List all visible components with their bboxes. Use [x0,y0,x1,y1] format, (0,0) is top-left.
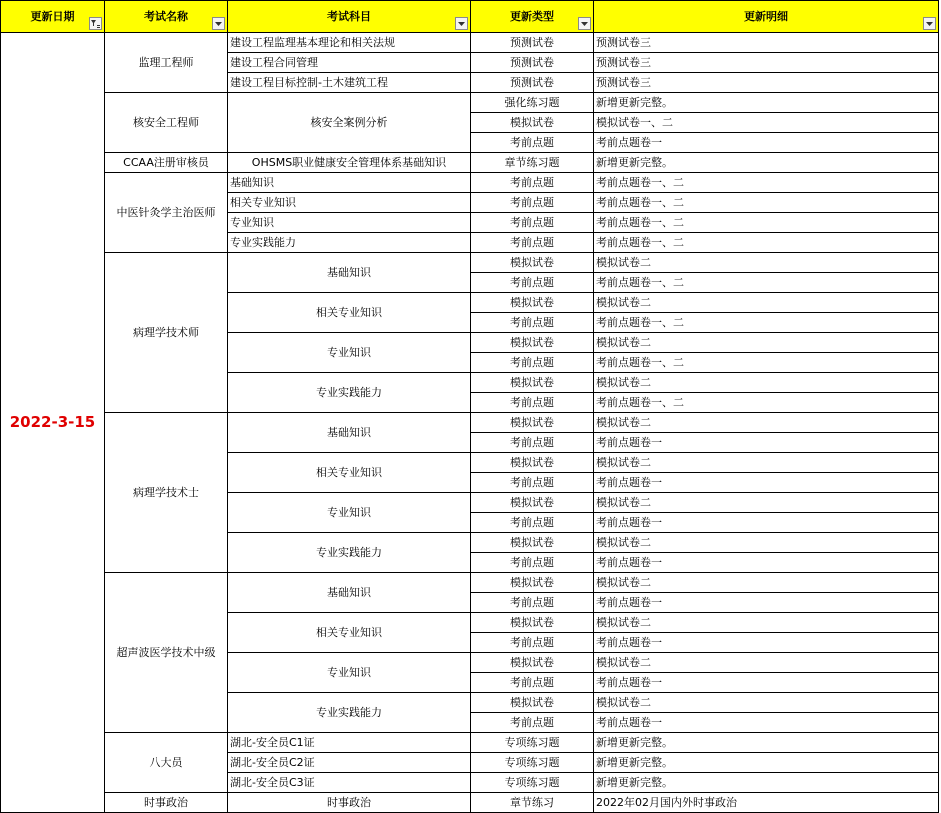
update-type-cell[interactable]: 模拟试卷 [471,533,594,553]
update-detail-cell[interactable]: 预测试卷三 [594,73,939,93]
update-type-cell[interactable]: 预测试卷 [471,73,594,93]
update-type-cell[interactable]: 章节练习题 [471,153,594,173]
update-type-cell[interactable]: 考前点题 [471,473,594,493]
update-detail-cell[interactable]: 预测试卷三 [594,53,939,73]
update-detail-cell[interactable]: 考前点题卷一 [594,673,939,693]
exam-name-cell[interactable]: 病理学技术师 [105,253,228,413]
update-detail-cell[interactable]: 模拟试卷二 [594,653,939,673]
update-type-cell[interactable]: 模拟试卷 [471,113,594,133]
update-detail-cell[interactable]: 考前点题卷一、二 [594,173,939,193]
dropdown-arrow-icon[interactable] [455,17,468,30]
update-type-cell[interactable]: 考前点题 [471,513,594,533]
update-detail-cell[interactable]: 考前点题卷一、二 [594,213,939,233]
header-label: 更新类型 [510,10,554,23]
update-type-cell[interactable]: 模拟试卷 [471,693,594,713]
exam-name-cell[interactable]: 时事政治 [105,793,228,813]
update-type-cell[interactable]: 预测试卷 [471,33,594,53]
update-detail-cell[interactable]: 考前点题卷一、二 [594,353,939,373]
exam-name-cell[interactable]: 超声波医学技术中级 [105,573,228,733]
update-detail-cell[interactable]: 模拟试卷二 [594,573,939,593]
update-detail-cell[interactable]: 考前点题卷一 [594,513,939,533]
exam-subject-cell[interactable]: 时事政治 [228,793,471,813]
update-detail-cell[interactable]: 考前点题卷一 [594,593,939,613]
update-detail-cell[interactable]: 模拟试卷二 [594,373,939,393]
update-detail-cell[interactable]: 考前点题卷一 [594,433,939,453]
update-detail-cell[interactable]: 考前点题卷一 [594,553,939,573]
exam-subject-cell[interactable]: 湖北-安全员C2证 [228,753,471,773]
exam-subject-cell[interactable]: 湖北-安全员C1证 [228,733,471,753]
update-type-cell[interactable]: 考前点题 [471,273,594,293]
update-type-cell[interactable]: 考前点题 [471,213,594,233]
header-exam-name [105,1,228,33]
table-row [1,573,939,593]
exam-name-cell[interactable]: 核安全工程师 [105,93,228,153]
exam-subject-cell[interactable]: 基础知识 [228,413,471,453]
exam-subject-cell[interactable]: 相关专业知识 [228,613,471,653]
update-type-cell[interactable]: 模拟试卷 [471,453,594,473]
update-detail-cell[interactable]: 模拟试卷二 [594,613,939,633]
exam-subject-cell[interactable]: 基础知识 [228,253,471,293]
header-update-type [471,1,594,33]
update-detail-cell[interactable]: 考前点题卷一、二 [594,393,939,413]
update-type-cell[interactable]: 考前点题 [471,353,594,373]
update-type-cell[interactable]: 模拟试卷 [471,373,594,393]
table-row [1,253,939,273]
update-detail-cell[interactable]: 模拟试卷二 [594,413,939,433]
header-label: 更新明细 [744,10,788,23]
update-detail-cell[interactable]: 新增更新完整。 [594,93,939,113]
dropdown-arrow-icon[interactable] [212,17,225,30]
update-type-cell[interactable]: 预测试卷 [471,53,594,73]
update-type-cell[interactable]: 模拟试卷 [471,293,594,313]
table-row [1,733,939,753]
update-type-cell[interactable]: 考前点题 [471,553,594,573]
header-label: 考试科目 [327,10,371,23]
update-detail-cell[interactable]: 模拟试卷二 [594,493,939,513]
update-detail-cell[interactable]: 模拟试卷二 [594,533,939,553]
dropdown-arrow-icon[interactable] [578,17,591,30]
exam-subject-cell[interactable]: OHSMS职业健康安全管理体系基础知识 [228,153,471,173]
exam-subject-cell[interactable]: 核安全案例分析 [228,93,471,153]
exam-name-cell[interactable]: 中医针灸学主治医师 [105,173,228,253]
update-detail-cell[interactable]: 模拟试卷二 [594,693,939,713]
update-type-cell[interactable]: 专项练习题 [471,733,594,753]
table-row [1,93,939,113]
exam-subject-cell[interactable]: 湖北-安全员C3证 [228,773,471,793]
exam-subject-cell[interactable]: 专业实践能力 [228,693,471,733]
update-type-cell[interactable]: 章节练习 [471,793,594,813]
exam-subject-cell[interactable]: 相关专业知识 [228,293,471,333]
dropdown-arrow-icon[interactable] [923,17,936,30]
update-detail-cell[interactable]: 模拟试卷二 [594,293,939,313]
exam-subject-cell[interactable]: 专业实践能力 [228,533,471,573]
update-detail-cell[interactable]: 考前点题卷一、二 [594,313,939,333]
update-detail-cell[interactable]: 考前点题卷一 [594,133,939,153]
update-detail-cell[interactable]: 模拟试卷二 [594,253,939,273]
update-type-cell[interactable]: 模拟试卷 [471,573,594,593]
update-detail-cell[interactable]: 考前点题卷一 [594,633,939,653]
exam-subject-cell[interactable]: 专业实践能力 [228,373,471,413]
update-detail-cell[interactable]: 考前点题卷一 [594,713,939,733]
update-type-cell[interactable]: 专项练习题 [471,773,594,793]
header-exam-subject [228,1,471,33]
exam-subject-cell[interactable]: 建设工程目标控制-土木建筑工程 [228,73,471,93]
update-type-cell[interactable]: 模拟试卷 [471,613,594,633]
update-detail-cell[interactable]: 模拟试卷二 [594,333,939,353]
header-label: 考试名称 [144,10,188,23]
update-detail-cell[interactable]: 新增更新完整。 [594,753,939,773]
exam-subject-cell[interactable]: 专业知识 [228,653,471,693]
exam-name-cell[interactable]: 八大员 [105,733,228,793]
exam-subject-cell[interactable]: 专业知识 [228,333,471,373]
exam-subject-cell[interactable]: 相关专业知识 [228,193,471,213]
update-type-cell[interactable]: 考前点题 [471,313,594,333]
update-detail-cell[interactable]: 模拟试卷一、二 [594,113,939,133]
exam-name-cell[interactable]: 监理工程师 [105,33,228,93]
update-detail-cell[interactable]: 考前点题卷一、二 [594,233,939,253]
update-detail-cell[interactable]: 考前点题卷一 [594,473,939,493]
exam-subject-cell[interactable]: 建设工程监理基本理论和相关法规 [228,33,471,53]
update-detail-cell[interactable]: 2022年02月国内外时事政治 [594,793,939,813]
update-type-cell[interactable]: 模拟试卷 [471,253,594,273]
update-detail-cell[interactable]: 新增更新完整。 [594,733,939,753]
exam-subject-cell[interactable]: 基础知识 [228,173,471,193]
update-type-cell[interactable]: 模拟试卷 [471,653,594,673]
update-type-cell[interactable]: 模拟试卷 [471,493,594,513]
header-row [1,1,939,33]
update-type-cell[interactable]: 模拟试卷 [471,413,594,433]
update-date-cell[interactable]: 2022-3-15 [1,33,105,813]
update-detail-cell[interactable]: 考前点题卷一、二 [594,193,939,213]
update-detail-cell[interactable]: 新增更新完整。 [594,153,939,173]
header-label: 更新日期 [30,10,75,23]
update-type-cell[interactable]: 考前点题 [471,433,594,453]
update-type-cell[interactable]: 考前点题 [471,233,594,253]
table-row [1,153,939,173]
exam-subject-cell[interactable]: 基础知识 [228,573,471,613]
table-body [1,33,939,813]
update-type-cell[interactable]: 专项练习题 [471,753,594,773]
update-type-cell[interactable]: 考前点题 [471,193,594,213]
exam-subject-cell[interactable]: 专业实践能力 [228,233,471,253]
table-row [1,173,939,193]
exam-subject-cell[interactable]: 专业知识 [228,213,471,233]
update-type-cell[interactable]: 模拟试卷 [471,333,594,353]
update-type-cell[interactable]: 强化练习题 [471,93,594,113]
filter-active-icon[interactable] [89,17,102,30]
update-type-cell[interactable]: 考前点题 [471,393,594,413]
update-type-cell[interactable]: 考前点题 [471,133,594,153]
exam-subject-cell[interactable]: 专业知识 [228,493,471,533]
update-type-cell[interactable]: 考前点题 [471,633,594,653]
table-row [1,33,939,53]
exam-name-cell[interactable]: CCAA注册审核员 [105,153,228,173]
update-type-cell[interactable]: 考前点题 [471,673,594,693]
exam-subject-cell[interactable]: 建设工程合同管理 [228,53,471,73]
update-type-cell[interactable]: 考前点题 [471,173,594,193]
table-row [1,413,939,433]
update-detail-cell[interactable]: 新增更新完整。 [594,773,939,793]
update-detail-cell[interactable]: 模拟试卷二 [594,453,939,473]
update-detail-cell[interactable]: 考前点题卷一、二 [594,273,939,293]
exam-name-cell[interactable]: 病理学技术士 [105,413,228,573]
update-type-cell[interactable]: 考前点题 [471,593,594,613]
header-update-detail [594,1,939,33]
header-update-date [1,1,105,33]
update-type-cell[interactable]: 考前点题 [471,713,594,733]
update-detail-cell[interactable]: 预测试卷三 [594,33,939,53]
exam-subject-cell[interactable]: 相关专业知识 [228,453,471,493]
table-row [1,793,939,813]
